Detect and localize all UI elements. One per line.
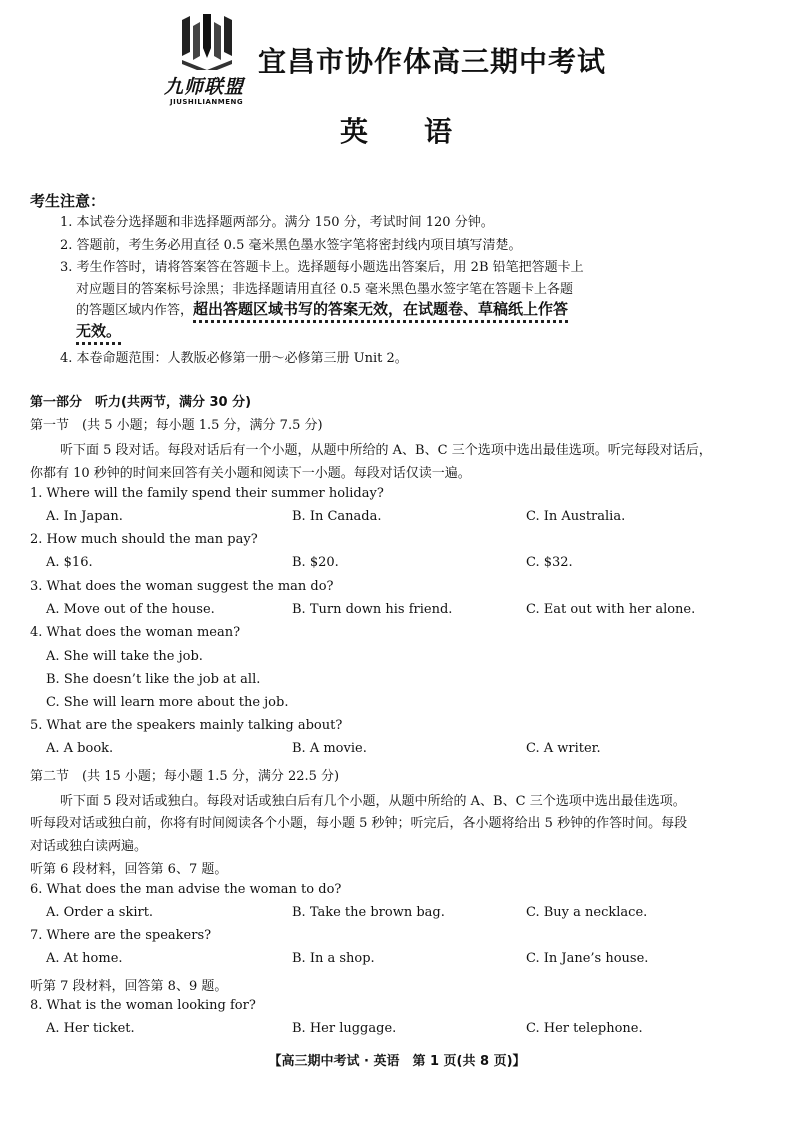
question-2-option-b: B. $20.: [292, 555, 339, 570]
question-4-stem: 4. What does the woman mean?: [30, 625, 241, 640]
question-8-stem: 8. What is the woman looking for?: [30, 998, 256, 1013]
exam-title: 宜昌市协作体高三期中考试: [258, 45, 607, 78]
question-7-option-b: B. In a shop.: [292, 951, 375, 966]
question-4-option-a: A. She will take the job.: [46, 649, 203, 664]
notice-item-3-line4: [76, 320, 121, 341]
section2-instruction-line1: 听下面 5 段对话或独白。每段对话或独白后有几个小题，从题中所给的 A、B、C 三个选项中选出最佳选项。: [60, 794, 686, 809]
question-1-option-b: B. In Canada.: [292, 509, 382, 524]
question-6-option-b: B. Take the brown bag.: [292, 905, 445, 920]
question-6-stem: 6. What does the man advise the woman to do?: [30, 882, 342, 897]
logo: [160, 12, 252, 108]
question-3-option-b: B. Turn down his friend.: [292, 602, 453, 617]
question-2-stem: 2. How much should the man pay?: [30, 532, 258, 547]
question-5-option-c: C. A writer.: [526, 741, 601, 756]
section1-instruction-line2: 你都有 10 秒钟的时间来回答有关小题和阅读下一小题。每段对话仅读一遍。: [30, 466, 471, 481]
section1-heading: 第一节 (共 5 小题；每小题 1.5 分，满分 7.5 分): [30, 418, 323, 433]
question-7-stem: 7. Where are the speakers?: [30, 928, 212, 943]
question-7-option-c: C. In Jane’s house.: [526, 951, 649, 966]
notice-item-3-line3: [76, 298, 568, 319]
question-1-option-c: C. In Australia.: [526, 509, 626, 524]
question-1-stem: 1. Where will the family spend their summer holiday?: [30, 486, 384, 501]
material-7-heading: 听第 7 段材料，回答第 8、9 题。: [30, 979, 228, 994]
question-5-option-b: B. A movie.: [292, 741, 367, 756]
question-6-option-a: A. Order a skirt.: [46, 905, 154, 920]
notice-item-2: 2. 答题前，考生务必用直径 0.5 毫米黑色墨水签字笔将密封线内项目填写清楚。: [60, 238, 522, 253]
question-1-option-a: A. In Japan.: [46, 509, 123, 524]
question-3-stem: 3. What does the woman suggest the man do?: [30, 579, 334, 594]
question-3-option-a: A. Move out of the house.: [46, 602, 215, 617]
subject-title: 英语: [340, 115, 509, 148]
section2-instruction-line2: 听每段对话或独白前，你将有时间阅读各个小题，每小题 5 秒钟；听完后，各小题将给出 5 秒钟的作答时间。每段: [30, 816, 688, 831]
material-6-heading: 听第 6 段材料，回答第 6、7 题。: [30, 862, 228, 877]
section2-heading: 第二节 (共 15 小题；每小题 1.5 分，满分 22.5 分): [30, 769, 340, 784]
question-2-option-c: C. $32.: [526, 555, 573, 570]
notice-item-4: 4. 本卷命题范围：人教版必修第一册～必修第三册 Unit 2。: [60, 351, 408, 366]
logo-subtext: JIUSHILIANMENG: [170, 98, 244, 106]
notice-item-3-text: 的答题区域内作答，: [76, 303, 194, 318]
notice-item-3: 3. 考生作答时，请将答案答在答题卡上。选择题每小题选出答案后，用 2B 铅笔把答题卡上: [60, 260, 584, 275]
part1-heading: 第一部分 听力(共两节，满分 30 分): [30, 395, 252, 410]
page-footer: 【高三期中考试 · 英语 第 1 页(共 8 页)】: [268, 1054, 526, 1069]
question-5-stem: 5. What are the speakers mainly talking about?: [30, 718, 343, 733]
question-3-option-c: C. Eat out with her alone.: [526, 602, 696, 617]
question-8-option-b: B. Her luggage.: [292, 1021, 397, 1036]
question-4-option-c: C. She will learn more about the job.: [46, 695, 289, 710]
logo-text: 九师联盟: [164, 76, 245, 98]
question-6-option-c: C. Buy a necklace.: [526, 905, 648, 920]
question-2-option-a: A. $16.: [46, 555, 93, 570]
question-7-option-a: A. At home.: [46, 951, 123, 966]
notice-heading: 考生注意：: [30, 192, 106, 210]
notice-emphasis: 超出答题区域书写的答案无效，在试题卷、草稿纸上作答: [193, 300, 568, 323]
section1-instruction-line1: 听下面 5 段对话。每段对话后有一个小题，从题中所给的 A、B、C 三个选项中选出最佳选项。听完每段对话后，: [60, 443, 712, 458]
notice-item-3-line2: 对应题目的答案标号涂黑；非选择题请用直径 0.5 毫米黑色墨水签字笔在答题卡上各题: [76, 282, 573, 297]
question-8-option-c: C. Her telephone.: [526, 1021, 643, 1036]
notice-emphasis-2: 无效。: [76, 322, 121, 345]
logo-pen-icon: [178, 12, 236, 70]
question-5-option-a: A. A book.: [46, 741, 114, 756]
question-4-option-b: B. She doesn’t like the job at all.: [46, 672, 261, 687]
question-8-option-a: A. Her ticket.: [46, 1021, 135, 1036]
notice-item-1: 1. 本试卷分选择题和非选择题两部分。满分 150 分，考试时间 120 分钟。: [60, 215, 494, 230]
section2-instruction-line3: 对话或独白读两遍。: [30, 839, 148, 854]
